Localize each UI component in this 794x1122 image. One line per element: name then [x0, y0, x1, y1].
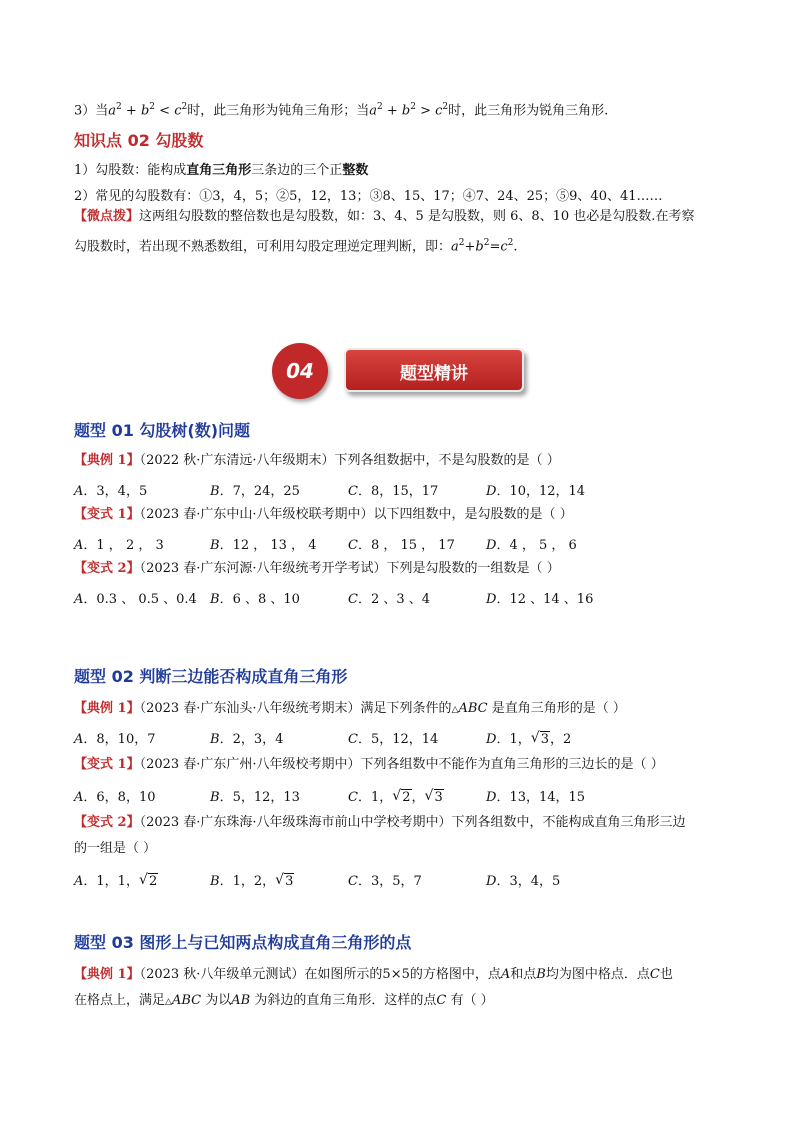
- section-number-badge: 04: [272, 343, 328, 399]
- type01-q3-option-d: D．12 、14 、16: [486, 592, 594, 607]
- type02-q2: 【变式 1】（2023 春·广东广州·八年级校考期中）下列各组数中不能作为直角三角形的三边长的是（ ）: [74, 757, 664, 772]
- type02-q1-option-d: D．1，√ 3，2: [486, 728, 571, 747]
- type02-q2-option-d: D．13，14，15: [486, 790, 586, 805]
- type02-q3-option-c: C．3，5，7: [348, 874, 422, 889]
- item-3-obtuse-acute: 3）当$a^2 + b^2 < c^2$时，此三角形为钝角三角形；当$a^2 + b^2 > c^2$时，此三角形为锐角三角形.: [74, 102, 609, 119]
- type01-q3-option-a: A．0.3 、 0.5 、0.4: [74, 592, 197, 607]
- type01-q1-option-c: C．8，15，17: [348, 484, 439, 499]
- section-label-bar: 题型精讲: [344, 348, 524, 392]
- type01-q1-option-a: A．3，4，5: [74, 484, 148, 499]
- type01-q3-option-b: B．6 、8 、10: [210, 592, 300, 607]
- type02-q1-option-a: A．8，10，7: [74, 732, 156, 747]
- common-triples: 2）常见的勾股数有：①3，4，5；②5，12，13；③8、15、17；④7、24、25；⑤9、40、41……: [74, 189, 663, 204]
- type02-q2-option-b: B．5，12，13: [210, 790, 300, 805]
- pythagorean-triple-definition: 1）勾股数：能构成直角三角形三条边的三个正整数: [74, 163, 369, 178]
- type02-q3-option-d: D．3，4，5: [486, 874, 561, 889]
- tip-line-1: 【微点拨】这两组勾股数的整倍数也是勾股数，如：3、4、5 是勾股数，则 6、8、10 也必是勾股数.在考察: [74, 209, 695, 224]
- type02-q1-option-c: C．5，12，14: [348, 732, 439, 747]
- type02-q1-option-b: B．2，3，4: [210, 732, 284, 747]
- type01-q2-option-c: C．8 ， 15 ， 17: [348, 538, 455, 553]
- section-banner: [272, 340, 522, 400]
- type01-q3-option-c: C．2 、3 、4: [348, 592, 431, 607]
- knowledge-point-title: 知识点 02 勾股数: [74, 131, 204, 150]
- type02-q1: 【典例 1】（2023 春·广东汕头·八年级统考期末）满足下列条件的△ABC 是直角三角形的是（ ）: [74, 701, 626, 716]
- type02-q2-option-a: A．6，8，10: [74, 790, 156, 805]
- type01-q1-option-d: D．10，12，14: [486, 484, 586, 499]
- type01-q2-option-d: D．4 ， 5 ， 6: [486, 538, 577, 553]
- type01-q2-option-b: B．12 ， 13 ， 4: [210, 538, 317, 553]
- type02-title: 题型 02 判断三边能否构成直角三角形: [74, 667, 348, 686]
- tip-line-2: 勾股数时，若出现不熟悉数组，可利用勾股定理逆定理判断，即：$a^2+b^2=c^2$.: [74, 238, 518, 255]
- type02-q3-option-a: A．1，1，√ 2: [74, 870, 158, 889]
- type03-q1-line2: 在格点上，满足△ABC 为以AB 为斜边的直角三角形．这样的点C 有（ ）: [74, 993, 494, 1008]
- type01-q3: 【变式 2】（2023 春·广东河源·八年级统考开学考试）下列是勾股数的一组数是（ ）: [74, 561, 560, 576]
- type02-q3-line2: 的一组是（ ）: [74, 841, 157, 856]
- type03-q1-line1: 【典例 1】（2023 秋·八年级单元测试）在如图所示的5×5的方格图中，点A和点B均为图中格点．点C也: [74, 967, 673, 982]
- type02-q2-option-c: C．1，√ 2，√ 3: [348, 786, 444, 805]
- type01-q2: 【变式 1】（2023 春·广东中山·八年级校联考期中）以下四组数中，是勾股数的是（ ）: [74, 507, 573, 522]
- type01-title: 题型 01 勾股树(数)问题: [74, 421, 251, 440]
- type03-title: 题型 03 图形上与已知两点构成直角三角形的点: [74, 933, 412, 952]
- type01-q2-option-a: A．1 ， 2 ， 3: [74, 538, 164, 553]
- type02-q3-option-b: B．1，2，√ 3: [210, 870, 294, 889]
- type01-q1-option-b: B．7，24，25: [210, 484, 300, 499]
- type01-q1: 【典例 1】（2022 秋·广东清远·八年级期末）下列各组数据中，不是勾股数的是（ ）: [74, 453, 560, 468]
- type02-q3-line1: 【变式 2】（2023 春·广东珠海·八年级珠海市前山中学校考期中）下列各组数中，不能构成直角三角形三边: [74, 815, 686, 830]
